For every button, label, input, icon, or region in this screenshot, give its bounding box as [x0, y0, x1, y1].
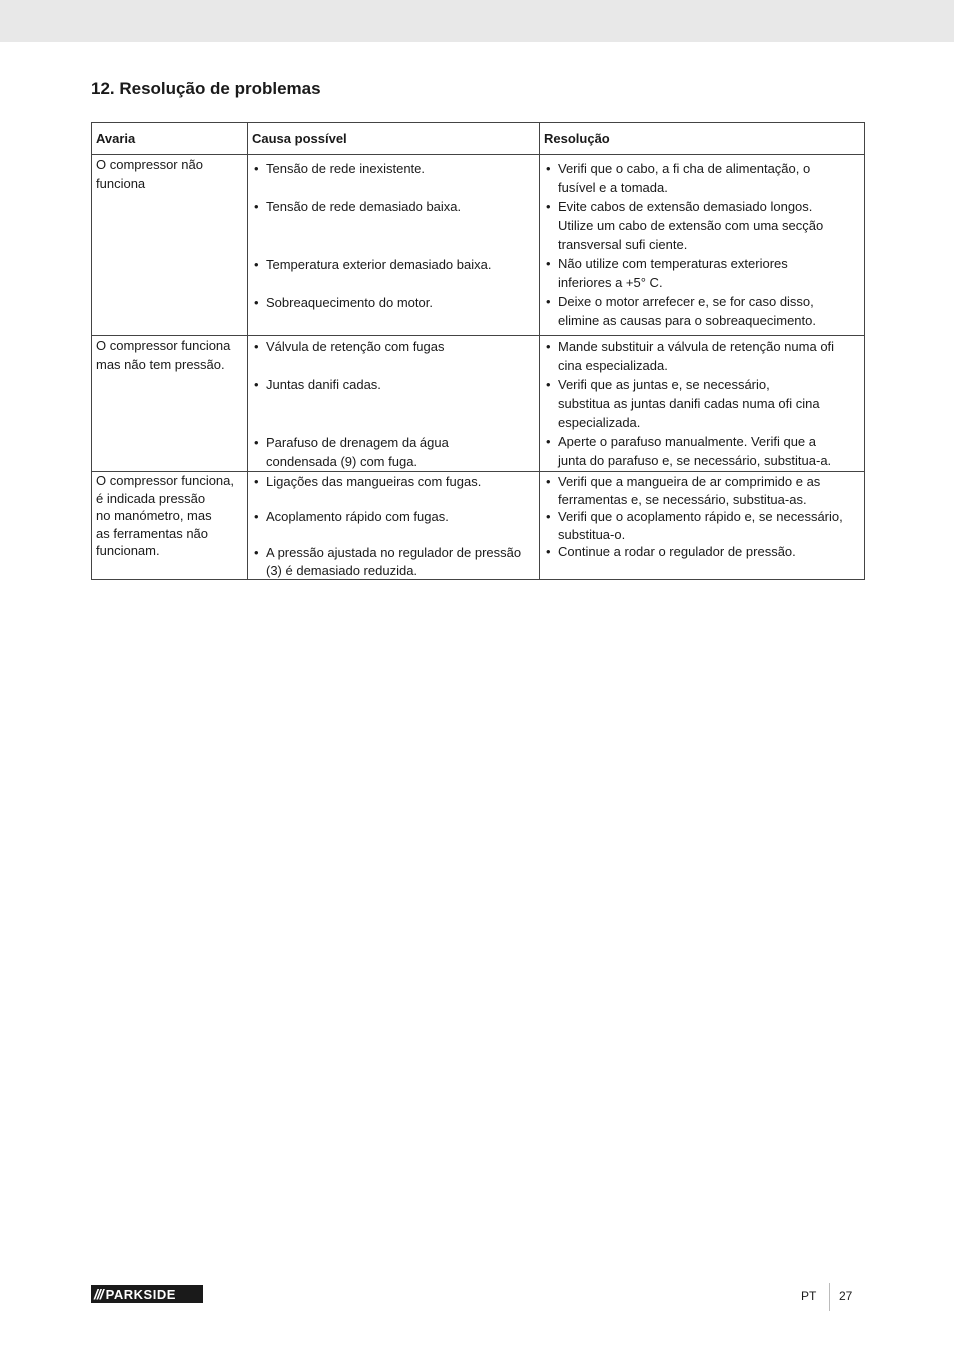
cause-item: • Parafuso de drenagem da água condensada (9) com fuga.	[252, 433, 535, 471]
fault-line: é indicada pressão	[96, 490, 206, 506]
solution-item: • Verifi que o acoplamento rápido e, se necessário, substitua-o.	[544, 508, 860, 543]
fault-line: as ferramentas não	[96, 525, 209, 541]
solution-cell	[540, 336, 865, 472]
top-band	[0, 0, 954, 42]
cause-item: • A pressão ajustada no regulador de pressão (3) é demasiado reduzida.	[252, 544, 535, 579]
cause-item: • Tensão de rede inexistente.	[252, 159, 535, 197]
page-number: 27	[839, 1289, 853, 1303]
header-cause: Causa possível	[248, 123, 540, 155]
fault-cell	[92, 336, 248, 472]
cause-item: • Tensão de rede demasiado baixa.	[252, 197, 535, 255]
table-row	[92, 155, 865, 336]
solution-item: • Mande substituir a válvula de retenção numa ofi cina especializada.	[544, 337, 860, 375]
fault-line: mas não tem pressão.	[96, 357, 225, 372]
cause-item: • Juntas danifi cadas.	[252, 375, 535, 433]
header-solution: Resolução	[540, 123, 865, 155]
solution-item: • Não utilize com temperaturas exteriores inferiores a +5° C.	[544, 254, 860, 292]
solution-item: • Verifi que a mangueira de ar comprimido e as ferramentas e, se necessário, substitua-as.	[544, 473, 860, 508]
cause-cell	[248, 155, 540, 336]
fault-line: O compressor não	[96, 157, 203, 172]
parkside-logo	[91, 1285, 203, 1303]
header-fault: Avaria	[92, 123, 248, 155]
cause-item: • Acoplamento rápido com fugas.	[252, 508, 535, 544]
logo-text: PARKSIDE	[105, 1286, 176, 1302]
cause-cell	[248, 472, 540, 580]
table-row	[92, 472, 865, 580]
section-title: 12. Resolução de problemas	[91, 79, 321, 98]
solution-item: • Deixe o motor arrefecer e, se for caso disso, elimine as causas para o sobreaquecimento.	[544, 292, 860, 330]
cause-cell	[248, 336, 540, 472]
logo-slashes: ///	[94, 1286, 103, 1302]
solution-cell	[540, 155, 865, 336]
cause-item: • Sobreaquecimento do motor.	[252, 293, 535, 312]
solution-item: • Aperte o parafuso manualmente. Verifi que a junta do parafuso e, se necessário, substitua-a.	[544, 432, 860, 470]
fault-cell	[92, 472, 248, 580]
fault-cell	[92, 155, 248, 336]
cause-item: • Válvula de retenção com fugas	[252, 337, 535, 375]
solution-item: • Verifi que o cabo, a fi cha de alimentação, o fusível e a tomada.	[544, 159, 860, 197]
solution-item: • Continue a rodar o regulador de pressão.	[544, 543, 860, 561]
solution-item: • Evite cabos de extensão demasiado longos. Utilize um cabo de extensão com uma secção transversal sufi ciente.	[544, 197, 860, 254]
fault-line: O compressor funciona,	[96, 473, 235, 488]
table-row	[92, 336, 865, 472]
fault-line: funcionam.	[96, 543, 160, 558]
fault-line: no manómetro, mas	[96, 508, 212, 523]
table-header-row	[92, 123, 865, 155]
language-code: PT	[801, 1289, 817, 1303]
solution-item: • Verifi que as juntas e, se necessário, substitua as juntas danifi cadas numa ofi cina especializada.	[544, 375, 860, 432]
cause-item: • Temperatura exterior demasiado baixa.	[252, 255, 535, 293]
cause-item: • Ligações das mangueiras com fugas.	[252, 473, 535, 508]
fault-line: funciona	[96, 176, 146, 191]
troubleshooting-table	[91, 122, 865, 580]
solution-cell	[540, 472, 865, 580]
fault-line: O compressor funciona	[96, 338, 231, 353]
footer-divider	[829, 1283, 830, 1311]
